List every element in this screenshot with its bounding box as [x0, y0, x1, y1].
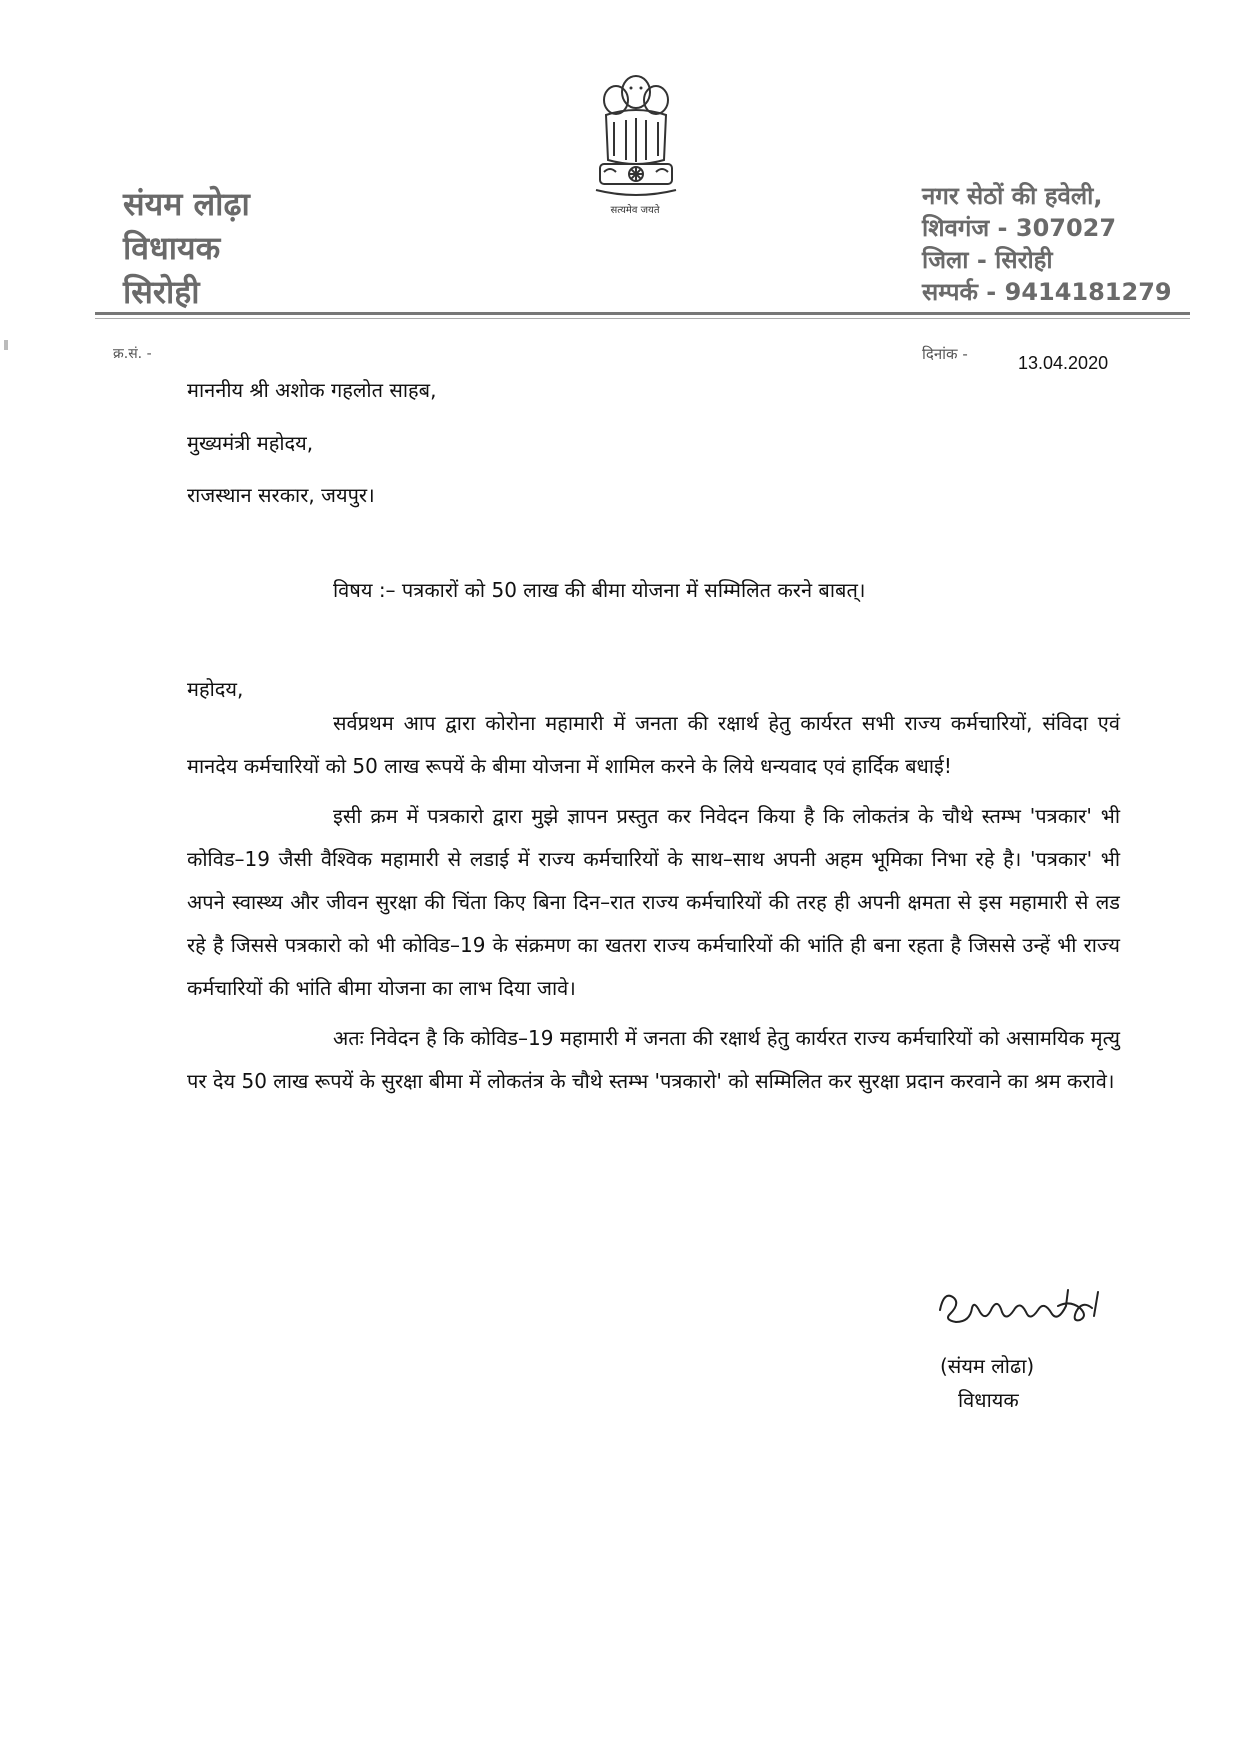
- signatory-title: विधायक: [958, 1388, 1019, 1412]
- letterhead-divider-thin: [95, 318, 1190, 319]
- emblem-motto: सत्यमेव जयते: [610, 205, 660, 216]
- letterhead-divider: [95, 312, 1190, 315]
- addressee-line-2: मुख्यमंत्री महोदय,: [187, 431, 314, 455]
- subject-line: विषय :– पत्रकारों को 50 लाख की बीमा योजना में सम्मिलित करने बाबत्।: [333, 578, 866, 602]
- address-line-3: जिला - सिरोही: [922, 246, 1053, 274]
- address-line-2: शिवगंज - 307027: [922, 214, 1117, 242]
- letterhead-constituency: सिरोही: [123, 273, 200, 311]
- date-value: 13.04.2020: [1018, 353, 1109, 373]
- letterhead-right: [922, 180, 1172, 308]
- body-paragraph-1: सर्वप्रथम आप द्वारा कोरोना महामारी में जनता की रक्षार्थ हेतु कार्यरत सभी राज्य कर्मचारियों, संविदा एवं मानदेय कर्मचारियों को 50 लाख रूपयें के बीमा योजना में शामिल करने के लिये धन्यवाद एवं हार्दिक बधाई!: [187, 711, 1120, 778]
- date-label: दिनांक -: [922, 345, 968, 363]
- addressee-line-3: राजस्थान सरकार, जयपुर।: [187, 483, 375, 507]
- salutation: महोदय,: [187, 677, 244, 701]
- signatory-name: (संयम लोढा): [940, 1354, 1035, 1378]
- contact-line: सम्पर्क - 9414181279: [922, 278, 1172, 306]
- reference-label: क्र.सं. -: [113, 346, 152, 362]
- letter-body: [187, 702, 1120, 1110]
- handwritten-signature: [930, 1270, 1120, 1350]
- body-paragraph-3: अतः निवेदन है कि कोविड–19 महामारी में जनता की रक्षार्थ हेतु कार्यरत राज्य कर्मचारियों को असामयिक मृत्यु पर देय 50 लाख रूपयें के सुरक्षा बीमा में लोकतंत्र के चौथे स्तम्भ 'पत्रकारो' को सम्मिलित कर सुरक्षा प्रदान करवाने का श्रम करावे।: [187, 1026, 1120, 1093]
- addressee-line-1: माननीय श्री अशोक गहलोत साहब,: [187, 378, 437, 402]
- letterhead-designation: विधायक: [123, 229, 221, 267]
- scan-margin-mark: [4, 340, 8, 350]
- letterhead-left: [123, 182, 250, 314]
- national-emblem-icon: [586, 60, 686, 220]
- letterhead-name: संयम लोढ़ा: [123, 185, 250, 223]
- body-paragraph-2: इसी क्रम में पत्रकारो द्वारा मुझे ज्ञापन प्रस्तुत कर निवेदन किया है कि लोकतंत्र के चौथे स्तम्भ 'पत्रकार' भी कोविड–19 जैसी वैश्विक महामारी से लडाई में राज्य कर्मचारियों के साथ–साथ अपनी अहम भूमिका निभा रहे है। 'पत्रकार' भी अपने स्वास्थ्य और जीवन सुरक्षा की चिंता किए बिना दिन–रात राज्य कर्मचारियों की तरह ही अपनी क्षमता से इस महामारी से लड रहे है जिससे पत्रकारो को भी कोविड–19 के संक्रमण का खतरा राज्य कर्मचारियों की भांति ही बना रहता है जिससे उन्हें भी राज्य कर्मचारियों की भांति बीमा योजना का लाभ दिया जावे।: [187, 804, 1120, 1000]
- address-line-1: नगर सेठों की हवेली,: [922, 182, 1103, 210]
